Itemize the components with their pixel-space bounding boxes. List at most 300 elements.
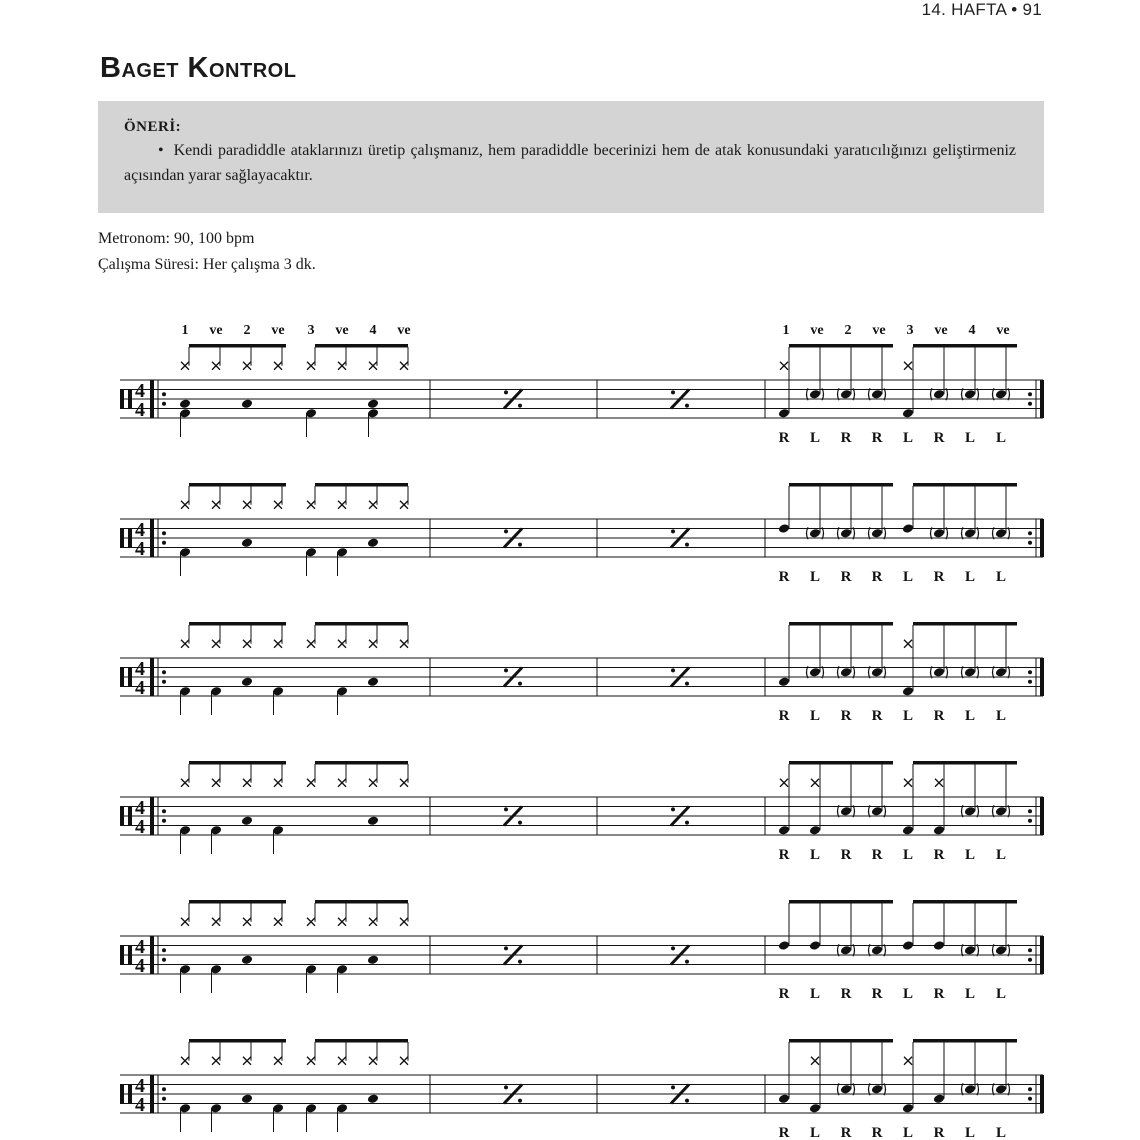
ghost-paren-left xyxy=(993,388,995,400)
ghost-snare-note xyxy=(964,806,976,817)
beam xyxy=(189,900,286,904)
sticking-label: L xyxy=(995,1125,1007,1140)
beam xyxy=(189,1039,286,1043)
snare-note xyxy=(367,1093,379,1104)
repeat-end-thick xyxy=(1040,1075,1044,1113)
sticking-label: R xyxy=(871,569,883,585)
ghost-snare-note xyxy=(995,528,1007,539)
repeat-end-thick xyxy=(1040,519,1044,557)
hihat-note xyxy=(338,918,346,926)
repeat-dot xyxy=(162,1097,166,1101)
ghost-snare-note xyxy=(933,528,945,539)
count-label: 2 xyxy=(243,323,251,338)
ghost-paren-right xyxy=(1008,666,1010,678)
exercise-row xyxy=(120,1039,1044,1140)
simile-dot xyxy=(504,668,508,672)
ghost-snare-note xyxy=(995,945,1007,956)
ghost-paren-left xyxy=(931,388,933,400)
ghost-snare-note xyxy=(964,945,976,956)
ghost-snare-note xyxy=(871,528,883,539)
ghost-snare-note xyxy=(840,667,852,678)
beam xyxy=(913,483,1017,487)
ghost-paren-left xyxy=(993,805,995,817)
ghost-snare-note xyxy=(964,528,976,539)
repeat-dot xyxy=(162,948,166,952)
time-signature-bottom: 4 xyxy=(135,677,145,699)
clef-icon xyxy=(128,807,132,826)
repeat-start-thick xyxy=(150,658,154,696)
ghost-paren-right xyxy=(1008,805,1010,817)
sticking-label: L xyxy=(964,986,976,1002)
sticking-label: R xyxy=(933,986,945,1002)
hihat-note xyxy=(307,501,315,509)
hihat-note xyxy=(904,779,912,787)
hihat-note xyxy=(369,640,377,648)
sticking-label: L xyxy=(902,847,914,863)
ghost-snare-note xyxy=(933,389,945,400)
hihat-note xyxy=(181,362,189,370)
suggestion-title: ÖNERİ: xyxy=(124,119,182,135)
accent-note xyxy=(902,523,914,534)
sticking-label: L xyxy=(995,430,1007,446)
repeat-dot xyxy=(1028,541,1032,545)
accent-note xyxy=(778,1093,790,1104)
simile-dot xyxy=(685,821,689,825)
beam xyxy=(189,761,286,765)
hihat-note xyxy=(400,501,408,509)
clef-icon xyxy=(120,529,124,548)
ghost-paren-left xyxy=(931,527,933,539)
accent-note xyxy=(778,523,790,534)
beam xyxy=(913,622,1017,626)
beam xyxy=(315,1039,408,1043)
snare-note xyxy=(241,1093,253,1104)
hihat-note xyxy=(307,918,315,926)
repeat-start-thick xyxy=(150,519,154,557)
time-signature-bottom: 4 xyxy=(135,399,145,421)
hihat-note xyxy=(307,640,315,648)
count-label: ve xyxy=(872,323,886,338)
accent-note xyxy=(809,940,821,951)
simile-dot xyxy=(518,821,522,825)
sticking-label: L xyxy=(902,986,914,1002)
repeat-end-thick xyxy=(1040,380,1044,418)
sticking-label: R xyxy=(871,430,883,446)
exercise-row xyxy=(120,622,1044,724)
ghost-paren-right xyxy=(1008,944,1010,956)
sticking-label: R xyxy=(778,1125,790,1140)
sticking-label: R xyxy=(840,986,852,1002)
accent-note xyxy=(809,825,821,836)
ghost-paren-left xyxy=(962,1083,964,1095)
repeat-end-thick xyxy=(1040,658,1044,696)
ghost-paren-left xyxy=(807,527,809,539)
snare-note xyxy=(241,676,253,687)
ghost-snare-note xyxy=(840,806,852,817)
count-label: 1 xyxy=(782,323,790,338)
hihat-note xyxy=(243,501,251,509)
hihat-note xyxy=(904,362,912,370)
repeat-dot xyxy=(162,958,166,962)
snare-note xyxy=(367,676,379,687)
simile-dot xyxy=(685,1099,689,1103)
repeat-dot xyxy=(162,531,166,535)
ghost-paren-left xyxy=(838,1083,840,1095)
sticking-label: R xyxy=(840,847,852,863)
snare-note xyxy=(367,954,379,965)
sticking-label: R xyxy=(778,569,790,585)
ghost-snare-note xyxy=(964,667,976,678)
ghost-snare-note xyxy=(840,945,852,956)
simile-dot xyxy=(685,682,689,686)
ghost-snare-note xyxy=(933,667,945,678)
time-signature-top: 4 xyxy=(135,380,145,402)
sticking-label: L xyxy=(809,986,821,1002)
hihat-note xyxy=(212,918,220,926)
hihat-note xyxy=(274,918,282,926)
sticking-label: R xyxy=(840,708,852,724)
hihat-note xyxy=(400,918,408,926)
accent-note xyxy=(778,825,790,836)
repeat-dot xyxy=(162,1087,166,1091)
clef-icon xyxy=(128,946,132,965)
sticking-label: L xyxy=(902,569,914,585)
drum-notation xyxy=(0,300,1140,1140)
ghost-paren-right xyxy=(946,388,948,400)
time-signature-bottom: 4 xyxy=(135,1094,145,1116)
beam xyxy=(315,622,408,626)
simile-dot xyxy=(671,668,675,672)
count-label: ve xyxy=(397,323,411,338)
ghost-paren-right xyxy=(1008,527,1010,539)
time-signature-top: 4 xyxy=(135,658,145,680)
exercise-row xyxy=(120,323,1044,446)
sticking-label: L xyxy=(809,708,821,724)
clef-icon xyxy=(128,390,132,409)
hihat-note xyxy=(904,1057,912,1065)
time-signature-top: 4 xyxy=(135,936,145,958)
ghost-paren-left xyxy=(838,388,840,400)
sticking-label: L xyxy=(902,708,914,724)
time-signature-bottom: 4 xyxy=(135,955,145,977)
sticking-label: L xyxy=(809,847,821,863)
ghost-snare-note xyxy=(840,528,852,539)
sticking-label: R xyxy=(933,708,945,724)
ghost-snare-note xyxy=(809,667,821,678)
repeat-dot xyxy=(1028,670,1032,674)
simile-dot xyxy=(504,529,508,533)
snare-note xyxy=(367,537,379,548)
sticking-label: L xyxy=(902,430,914,446)
simile-dot xyxy=(504,807,508,811)
suggestion-text xyxy=(124,138,1016,188)
hihat-note xyxy=(307,1057,315,1065)
count-label: ve xyxy=(209,323,223,338)
accent-note xyxy=(902,686,914,697)
hihat-note xyxy=(243,640,251,648)
hihat-note xyxy=(935,779,943,787)
simile-dot xyxy=(671,1085,675,1089)
simile-dot xyxy=(504,1085,508,1089)
accent-note xyxy=(778,940,790,951)
simile-dot xyxy=(518,960,522,964)
simile-dot xyxy=(685,404,689,408)
metronome-info: Metronom: 90, 100 bpm xyxy=(98,230,255,247)
count-label: 3 xyxy=(906,323,914,338)
ghost-snare-note xyxy=(840,389,852,400)
simile-dot xyxy=(671,390,675,394)
hihat-note xyxy=(181,640,189,648)
accent-note xyxy=(902,940,914,951)
clef-icon xyxy=(120,668,124,687)
ghost-paren-left xyxy=(869,1083,871,1095)
exercise-row xyxy=(120,483,1044,585)
bullet-icon: • xyxy=(158,142,164,159)
ghost-snare-note xyxy=(871,389,883,400)
beam xyxy=(789,900,893,904)
hihat-note xyxy=(780,362,788,370)
ghost-paren-right xyxy=(1008,388,1010,400)
simile-dot xyxy=(671,529,675,533)
ghost-paren-right xyxy=(822,388,824,400)
sticking-label: L xyxy=(809,569,821,585)
repeat-start-thick xyxy=(150,936,154,974)
snare-note xyxy=(367,815,379,826)
ghost-paren-left xyxy=(993,527,995,539)
accent-note xyxy=(778,676,790,687)
repeat-dot xyxy=(162,809,166,813)
ghost-paren-right xyxy=(884,527,886,539)
count-label: 4 xyxy=(968,323,976,338)
sticking-label: R xyxy=(933,430,945,446)
ghost-paren-right xyxy=(977,527,979,539)
count-label: ve xyxy=(810,323,824,338)
ghost-paren-left xyxy=(869,666,871,678)
ghost-paren-left xyxy=(962,805,964,817)
sticking-label: R xyxy=(778,847,790,863)
sticking-label: L xyxy=(964,708,976,724)
accent-note xyxy=(809,1103,821,1114)
repeat-dot xyxy=(1028,402,1032,406)
beam xyxy=(189,622,286,626)
ghost-paren-left xyxy=(962,388,964,400)
ghost-paren-right xyxy=(853,1083,855,1095)
hihat-note xyxy=(369,362,377,370)
sticking-label: L xyxy=(902,1125,914,1140)
hihat-note xyxy=(307,779,315,787)
ghost-paren-right xyxy=(884,388,886,400)
count-label: ve xyxy=(996,323,1010,338)
ghost-paren-right xyxy=(884,1083,886,1095)
repeat-end-thick xyxy=(1040,936,1044,974)
ghost-paren-left xyxy=(869,944,871,956)
repeat-dot xyxy=(1028,392,1032,396)
page-header: 14. HAFTA • 91 xyxy=(921,0,1042,19)
sticking-label: R xyxy=(778,430,790,446)
sticking-label: R xyxy=(871,708,883,724)
clef-icon xyxy=(120,807,124,826)
ghost-paren-right xyxy=(977,666,979,678)
repeat-dot xyxy=(1028,809,1032,813)
sticking-label: R xyxy=(871,986,883,1002)
clef-icon xyxy=(120,946,124,965)
snare-note xyxy=(241,537,253,548)
hihat-note xyxy=(338,501,346,509)
snare-note xyxy=(179,398,191,409)
beam xyxy=(789,483,893,487)
hihat-note xyxy=(369,779,377,787)
sticking-label: L xyxy=(809,430,821,446)
repeat-dot xyxy=(1028,819,1032,823)
hihat-note xyxy=(307,362,315,370)
hihat-note xyxy=(212,1057,220,1065)
sticking-label: L xyxy=(809,1125,821,1140)
accent-note xyxy=(902,1103,914,1114)
repeat-dot xyxy=(162,680,166,684)
accent-note xyxy=(778,408,790,419)
suggestion-body: Kendi paradiddle ataklarınızı üretip çalışmanız, hem paradiddle becerinizi hem de atak konusundaki yaratıcılığınızı geliştirmeniz açısından yarar sağlayacaktır. xyxy=(124,142,1016,184)
sticking-label: R xyxy=(840,430,852,446)
ghost-snare-note xyxy=(964,1084,976,1095)
ghost-paren-left xyxy=(807,666,809,678)
count-label: ve xyxy=(271,323,285,338)
clef-icon xyxy=(128,668,132,687)
hihat-note xyxy=(243,1057,251,1065)
sticking-label: L xyxy=(995,847,1007,863)
hihat-note xyxy=(780,779,788,787)
sticking-label: R xyxy=(871,1125,883,1140)
repeat-dot xyxy=(1028,531,1032,535)
ghost-snare-note xyxy=(871,667,883,678)
repeat-dot xyxy=(162,670,166,674)
ghost-paren-left xyxy=(838,666,840,678)
accent-note xyxy=(933,1093,945,1104)
simile-dot xyxy=(671,807,675,811)
hihat-note xyxy=(181,918,189,926)
hihat-note xyxy=(338,640,346,648)
accent-note xyxy=(902,408,914,419)
count-label: 3 xyxy=(307,323,315,338)
simile-dot xyxy=(504,390,508,394)
sticking-label: R xyxy=(778,986,790,1002)
repeat-dot xyxy=(1028,958,1032,962)
ghost-paren-right xyxy=(853,666,855,678)
ghost-paren-left xyxy=(962,527,964,539)
beam xyxy=(315,761,408,765)
ghost-snare-note xyxy=(871,1084,883,1095)
ghost-paren-left xyxy=(869,388,871,400)
hihat-note xyxy=(369,1057,377,1065)
ghost-paren-left xyxy=(993,666,995,678)
ghost-paren-left xyxy=(838,527,840,539)
sticking-label: R xyxy=(871,847,883,863)
snare-note xyxy=(241,954,253,965)
count-label: 1 xyxy=(181,323,189,338)
time-signature-bottom: 4 xyxy=(135,816,145,838)
count-label: ve xyxy=(934,323,948,338)
ghost-paren-right xyxy=(946,666,948,678)
ghost-paren-right xyxy=(822,527,824,539)
beam xyxy=(315,900,408,904)
hihat-note xyxy=(369,918,377,926)
simile-dot xyxy=(518,543,522,547)
repeat-dot xyxy=(162,392,166,396)
repeat-dot xyxy=(162,819,166,823)
accent-note xyxy=(933,940,945,951)
repeat-start-thick xyxy=(150,797,154,835)
hihat-note xyxy=(181,501,189,509)
hihat-note xyxy=(400,362,408,370)
simile-dot xyxy=(518,404,522,408)
ghost-snare-note xyxy=(809,389,821,400)
repeat-dot xyxy=(1028,948,1032,952)
ghost-paren-right xyxy=(884,944,886,956)
hihat-note xyxy=(400,1057,408,1065)
simile-dot xyxy=(671,946,675,950)
ghost-snare-note xyxy=(809,528,821,539)
snare-note xyxy=(241,398,253,409)
accent-note xyxy=(933,825,945,836)
ghost-paren-left xyxy=(993,944,995,956)
sticking-label: L xyxy=(964,569,976,585)
ghost-snare-note xyxy=(871,806,883,817)
beam xyxy=(913,761,1017,765)
ghost-snare-note xyxy=(995,389,1007,400)
repeat-end-thick xyxy=(1040,797,1044,835)
ghost-paren-left xyxy=(807,388,809,400)
sticking-label: L xyxy=(964,430,976,446)
ghost-paren-right xyxy=(853,944,855,956)
time-signature-bottom: 4 xyxy=(135,538,145,560)
sticking-label: L xyxy=(995,569,1007,585)
hihat-note xyxy=(212,501,220,509)
ghost-paren-left xyxy=(838,944,840,956)
ghost-paren-left xyxy=(869,527,871,539)
beam xyxy=(315,344,408,348)
repeat-dot xyxy=(1028,680,1032,684)
hihat-note xyxy=(274,640,282,648)
hihat-note xyxy=(338,1057,346,1065)
sticking-label: R xyxy=(840,1125,852,1140)
hihat-note xyxy=(904,640,912,648)
simile-dot xyxy=(518,682,522,686)
simile-dot xyxy=(518,1099,522,1103)
hihat-note xyxy=(400,640,408,648)
hihat-note xyxy=(243,362,251,370)
ghost-paren-left xyxy=(931,666,933,678)
ghost-paren-right xyxy=(884,805,886,817)
sticking-label: L xyxy=(995,708,1007,724)
beam xyxy=(789,1039,893,1043)
clef-icon xyxy=(128,1085,132,1104)
ghost-paren-right xyxy=(853,527,855,539)
beam xyxy=(913,1039,1017,1043)
ghost-paren-right xyxy=(946,527,948,539)
repeat-dot xyxy=(1028,1097,1032,1101)
sticking-label: R xyxy=(933,1125,945,1140)
count-label: ve xyxy=(335,323,349,338)
hihat-note xyxy=(212,779,220,787)
duration-info: Çalışma Süresi: Her çalışma 3 dk. xyxy=(98,256,316,273)
ghost-paren-right xyxy=(822,666,824,678)
ghost-paren-left xyxy=(962,666,964,678)
hihat-note xyxy=(181,1057,189,1065)
hihat-note xyxy=(274,501,282,509)
ghost-paren-right xyxy=(1008,1083,1010,1095)
repeat-dot xyxy=(162,402,166,406)
ghost-snare-note xyxy=(871,945,883,956)
sticking-label: L xyxy=(964,847,976,863)
